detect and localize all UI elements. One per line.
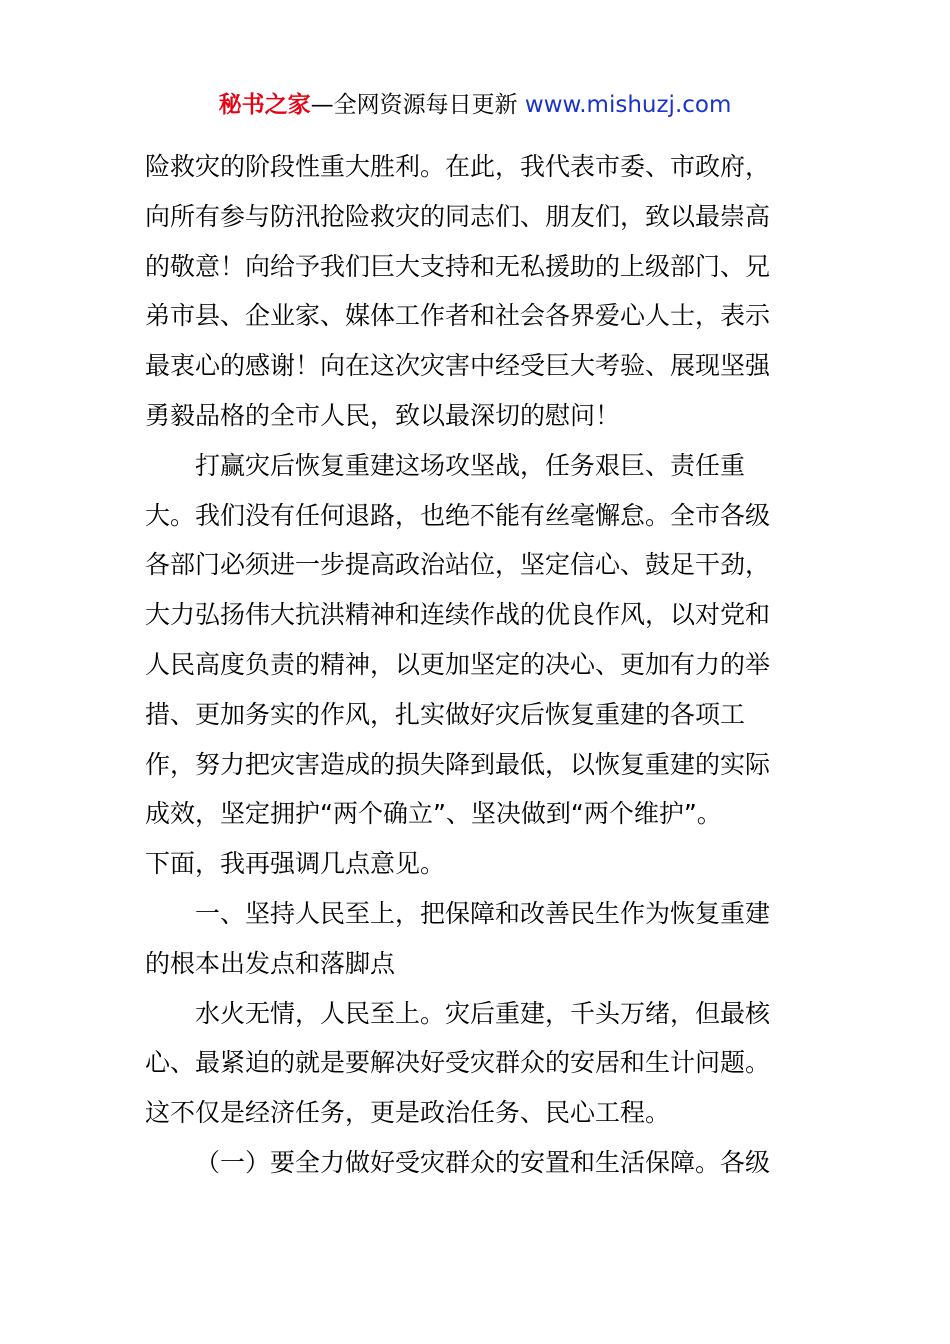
section-heading-line: 的根本出发点和落脚点	[145, 948, 396, 978]
section-heading-line: 一、坚持人民至上，把保障和改善民生作为恢复重建	[195, 898, 771, 928]
text-line: 弟市县、企业家、媒体工作者和社会各界爱心人士，表示	[145, 301, 771, 331]
text-line: 向所有参与防汛抢险救灾的同志们、朋友们，致以最崇高	[145, 201, 771, 231]
text-line: 这不仅是经济任务，更是政治任务、民心工程。	[145, 1098, 671, 1128]
text-line: 措、更加务实的作风，扎实做好灾后恢复重建的各项工	[145, 699, 746, 729]
text-line: 险救灾的阶段性重大胜利。在此，我代表市委、市政府，	[145, 152, 771, 181]
text-line: 各部门必须进一步提高政治站位，坚定信心、鼓足干劲，	[145, 550, 771, 580]
text-line: 下面，我再强调几点意见。	[145, 849, 446, 879]
subsection-heading-line: （一）要全力做好受灾群众的安置和生活保障。各级	[195, 1147, 771, 1177]
site-url-link[interactable]: www.mishuzj.com	[524, 92, 732, 118]
text-line: 的敬意！向给予我们巨大支持和无私援助的上级部门、兄	[145, 251, 771, 281]
text-line: 大力弘扬伟大抗洪精神和连续作战的优良作风，以对党和	[145, 600, 771, 630]
document-body	[145, 142, 810, 1188]
header-tagline: —全网资源每日更新	[310, 92, 525, 118]
text-line: 心、最紧迫的就是要解决好受灾群众的安居和生计问题。	[145, 1048, 771, 1078]
text-line: 大。我们没有任何退路，也绝不能有丝毫懈怠。全市各级	[145, 500, 771, 530]
brand-name: 秘书之家	[218, 92, 311, 118]
paragraph-start-line: 打赢灾后恢复重建这场攻坚战，任务艰巨、责任重	[195, 450, 746, 480]
text-line: 作，努力把灾害造成的损失降到最低，以恢复重建的实际	[145, 749, 771, 779]
text-line: 人民高度负责的精神，以更加坚定的决心、更加有力的举	[145, 649, 771, 679]
text-line: 成效，坚定拥护“两个确立”、坚决做到“两个维护”。	[145, 799, 722, 829]
text-line: 勇毅品格的全市人民，致以最深切的慰问！	[145, 400, 621, 430]
paragraph-start-line: 水火无情，人民至上。灾后重建，千头万绪，但最核	[195, 998, 771, 1028]
text-line: 最衷心的感谢！向在这次灾害中经受巨大考验、展现坚强	[145, 351, 771, 381]
page-header	[0, 88, 950, 122]
